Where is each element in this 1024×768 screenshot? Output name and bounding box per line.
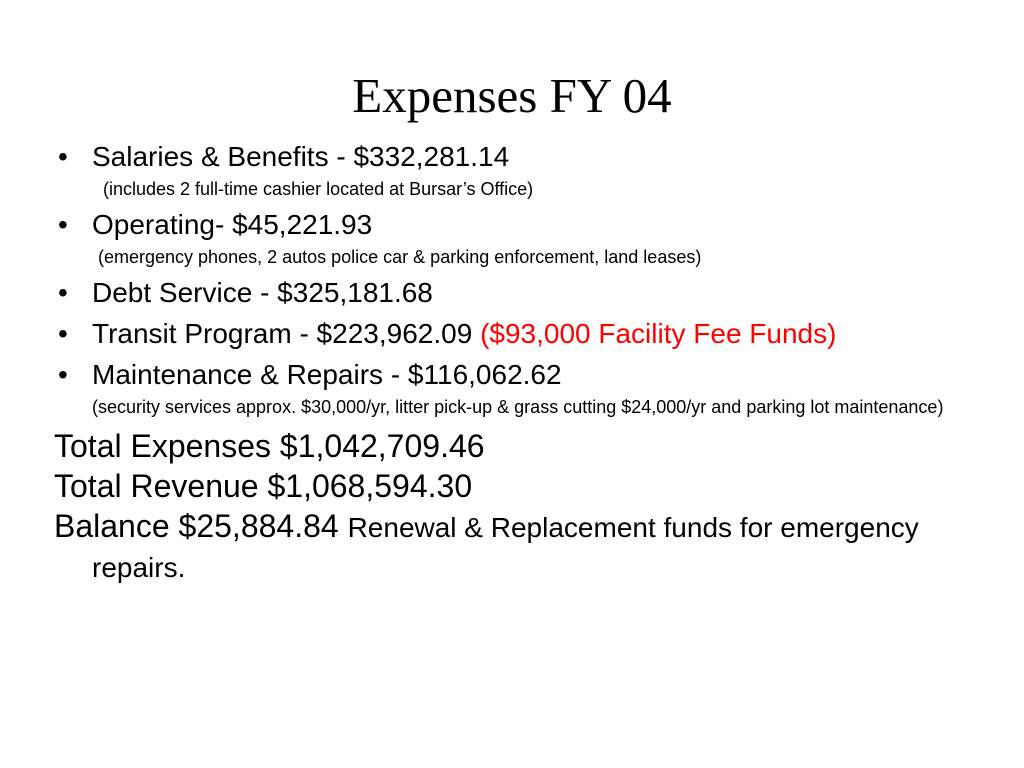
slide-title: Expenses FY 04 [352,68,672,123]
total-expenses: Total Expenses $1,042,709.46 [54,428,485,464]
operating-label: Operating- $45,221.93 [92,209,373,240]
expense-list [54,141,954,587]
list-item-salaries [54,141,954,200]
bullet-icon: • [58,209,68,240]
debt-service-label: Debt Service - $325,181.68 [92,277,433,308]
list-item-operating [54,209,954,268]
balance-note: Renewal & Replacement funds for emergency repairs. [92,512,919,583]
list-item-debt-service [54,277,954,309]
balance-line [54,507,954,587]
bullet-icon: • [58,359,68,390]
maintenance-label: Maintenance & Repairs - $116,062.62 [92,359,562,390]
bullet-icon: • [58,141,68,172]
operating-note: (emergency phones, 2 autos police car & parking enforcement, land leases) [98,247,702,267]
salaries-note: (includes 2 full-time cashier located at Bursar’s Office) [103,179,534,199]
total-revenue: Total Revenue $1,068,594.30 [54,468,473,504]
salaries-label: Salaries & Benefits - $332,281.14 [92,141,510,172]
balance-value: Balance $25,884.84 [54,508,339,544]
bullet-icon: • [58,277,68,308]
transit-highlight: ($93,000 Facility Fee Funds) [480,318,837,349]
maintenance-note: (security services approx. $30,000/yr, litter pick-up & grass cutting $24,000/yr and parking lot maintenance) [92,397,944,417]
list-item-maintenance [54,359,954,418]
list-item-transit [54,318,954,350]
bullet-icon: • [58,318,68,349]
transit-label: Transit Program - $223,962.09 [92,318,473,349]
transit-line [92,318,954,350]
